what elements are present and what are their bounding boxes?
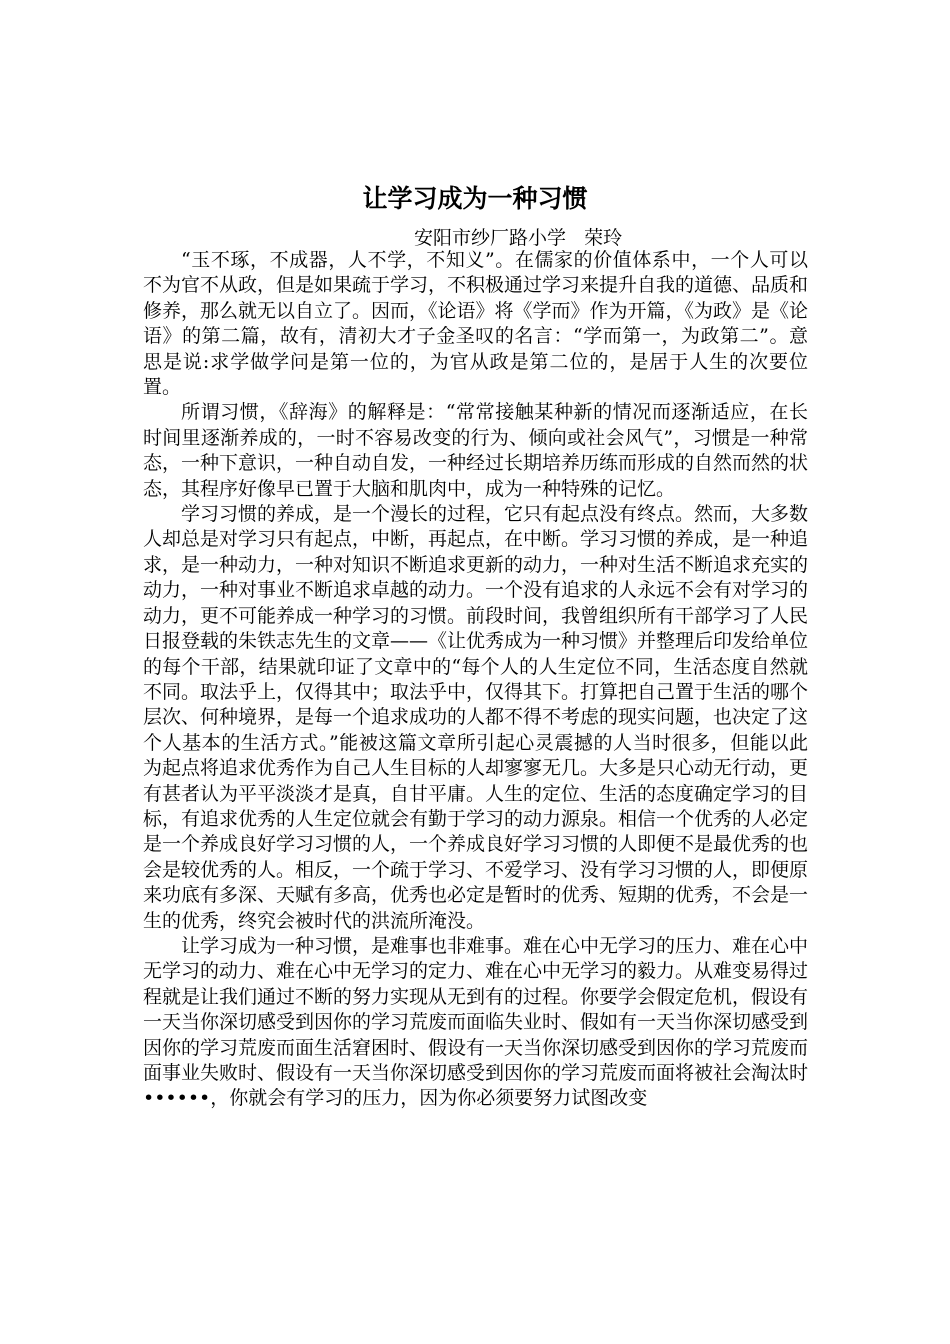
paragraph: 让学习成为一种习惯，是难事也非难事。难在心中无学习的压力、难在心中无学习的动力、难在心中无学习的定力、难在心中无学习的毅力。从难变易得过程就是让我们通过不断的努力实现从无到有的过程。你要学会假定危机，假设有一天当你深切感受到因你的学习荒废而面临失业时、假如有一天当你深切感受到因你的学习荒废而面生活窘困时、假设有一天当你深切感受到因你的学习荒废而面事业失败时、假设有一天当你深切感受到因你的学习荒废而面将被社会淘汰时••••••，你就会有学习的压力，因为你必须要努力试图改变 xyxy=(143,934,809,1110)
page-title: 让学习成为一种习惯 xyxy=(362,184,588,213)
paragraph: 学习习惯的养成，是一个漫长的过程，它只有起点没有终点。然而，大多数人却总是对学习只有起点，中断，再起点，在中断。学习习惯的养成，是一种追求，是一种动力，一种对知识不断追求更新的动力，一种对生活不断追求充实的动力，一种对事业不断追求卓越的动力。一个没有追求的人永远不会有对学习的动力，更不可能养成一种学习的习惯。前段时间，我曾组织所有干部学习了人民日报登载的朱铁志先生的文章——《让优秀成为一种习惯》并整理后印发给单位的每个干部，结果就印证了文章中的“每个人的人生定位不同，生活态度自然就不同。取法乎上，仅得其中；取法乎中，仅得其下。打算把自己置于生活的哪个层次、何种境界，是每一个追求成功的人都不得不考虑的现实问题，也决定了这个人基本的生活方式。”能被这篇文章所引起心灵震撼的人当时很多，但能以此为起点将追求优秀作为自己人生目标的人却寥寥无几。大多是只心动无行动，更有甚者认为平平淡淡才是真，自甘平庸。人生的定位、生活的态度确定学习的目标，有追求优秀的人生定位就会有勤于学习的动力源泉。相信一个优秀的人必定是一个养成良好学习习惯的人，一个养成良好学习习惯的人即便不是最优秀的也会是较优秀的人。相反，一个疏于学习、不爱学习、没有学习习惯的人，即便原来功底有多深、天赋有多高，优秀也必定是暂时的优秀、短期的优秀，不会是一生的优秀，终究会被时代的洪流所淹没。 xyxy=(143,503,809,932)
paragraph: 所谓习惯，《辞海》的解释是：“常常接触某种新的情况而逐渐适应，在长时间里逐渐养成的，一时不容易改变的行为、倾向或社会风气”，习惯是一种常态，一种下意识，一种自动自发，一种经过长期培养历练而形成的自然而然的状态，其程序好像早已置于大脑和肌肉中，成为一种特殊的记忆。 xyxy=(143,401,809,500)
paragraph: “玉不琢，不成器，人不学，不知义”。在儒家的价值体系中，一个人可以不为官不从政，但是如果疏于学习，不积极通过学习来提升自我的道德、品质和修养，那么就无以自立了。因而，《论语》将《学而》作为开篇，《为政》是《论语》的第二篇，故有，清初大才子金圣叹的名言：“学而第一，为政第二”。意思是说:求学做学问是第一位的，为官从政是第二位的，是居于人生的次要位置。 xyxy=(143,249,809,399)
author-byline: 安阳市纱厂路小学 荣玲 xyxy=(414,227,623,249)
article-body xyxy=(143,248,808,1112)
